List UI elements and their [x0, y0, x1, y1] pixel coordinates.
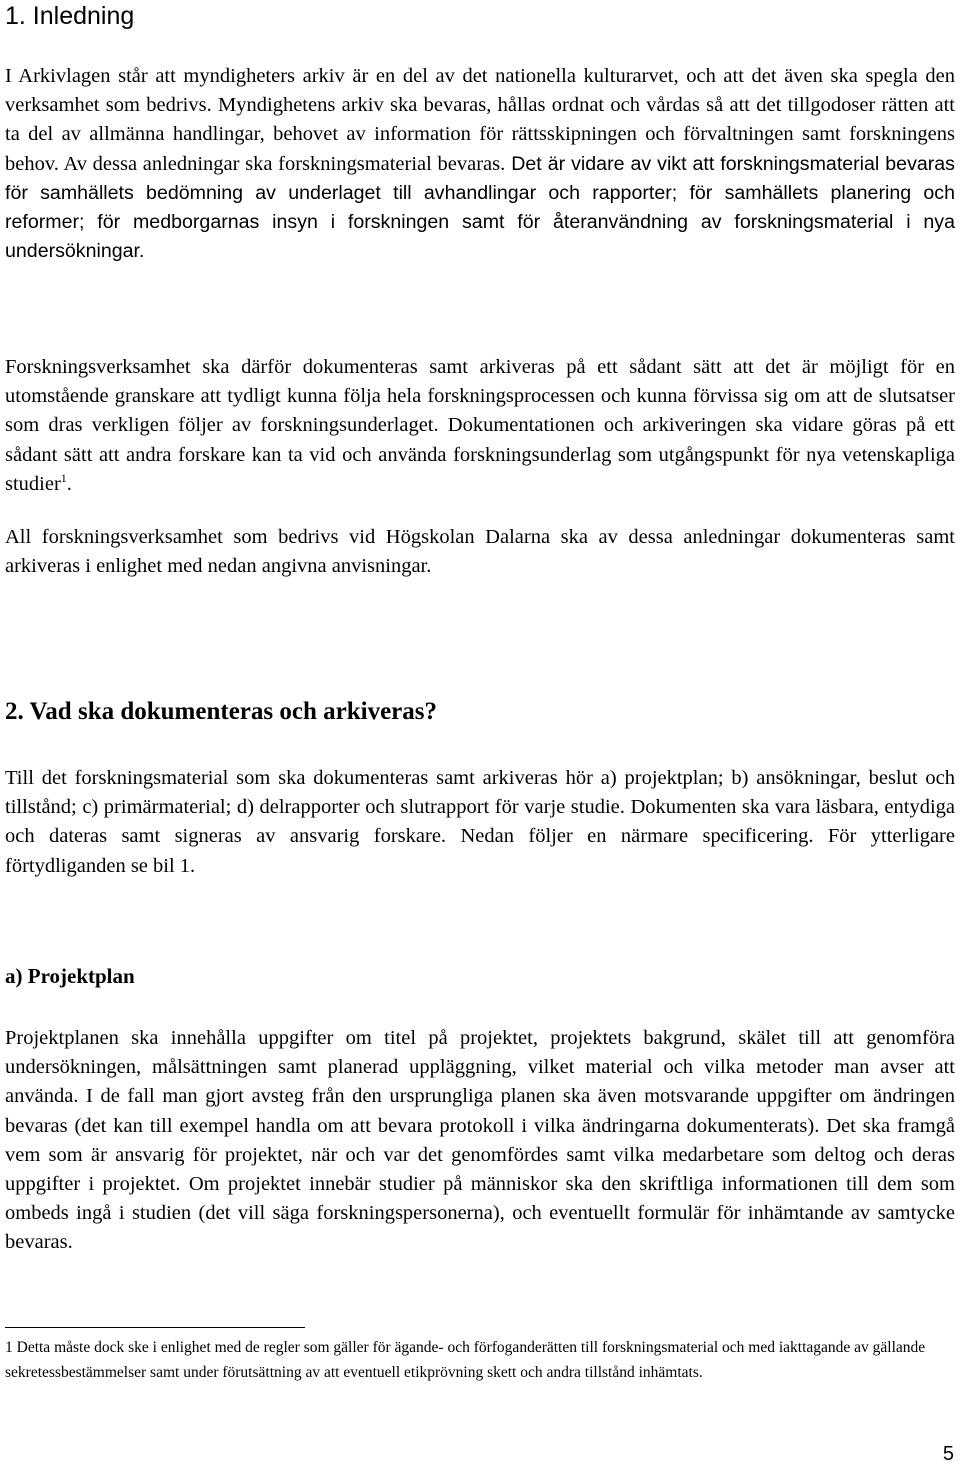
paragraph-text: Forskningsverksamhet ska därför dokumenteras samt arkiveras på ett sådant sätt att det är möjligt för en utomstående granskare att tydligt kunna följa hela forskningsprocessen och kunna förvissa sig om att de slutsatser som dras verkligen följer av forskningsunderlaget. Dokumentationen och arkiveringen ska vidare göras på ett sådant sätt att andra forskare kan ta vid och använda forskningsunderlag som utgångspunkt för nya vetenskapliga studier [5, 356, 955, 495]
paragraph-forskningsmaterial: Till det forskningsmaterial som ska dokumenteras samt arkiveras hör a) projektplan; b) ansökningar, beslut och tillstånd; c) primärmaterial; d) delrapporter och slutrapport för varje studie. Dokumenten ska vara läsbara, entydiga och dateras samt signeras av ansvarig forskare. Nedan följer en närmare specificering. För ytterligare förtydliganden se bil 1. [5, 767, 955, 877]
page-number: 5 [942, 1443, 954, 1465]
paragraph-text: I Arkivlagen står att myndigheters arkiv är en del av det nationella kulturarvet, och att det även ska spegla den verksamhet som bedrivs. [5, 65, 955, 117]
paragraph-text: Av dessa anledningar ska forskningsmaterial bevaras. [58, 152, 506, 175]
paragraph-hogskolan-dalarna: All forskningsverksamhet som bedrivs vid Högskolan Dalarna ska av dessa anledningar dokumenteras samt arkiveras i enlighet med nedan angivna anvisningar. [5, 526, 955, 578]
footnote-number: 1 [5, 1339, 13, 1356]
paragraph-text: Myndighetens arkiv ska bevaras, hållas ordnat och vårdas så att det tillgodoser rätten att ta del av allmänna handlingar, behovet av information för rättsskipningen och förvaltningen samt forskningens behov. [5, 94, 956, 175]
section-heading-inledning: 1. Inledning [5, 2, 135, 30]
footnote-reference[interactable]: 1 [60, 470, 67, 485]
section-heading-vad-ska-dokumenteras: 2. Vad ska dokumenteras och arkiveras? [5, 698, 437, 725]
subsection-heading-projektplan: a) Projektplan [5, 964, 135, 988]
paragraph-forskningsverksamhet [5, 353, 955, 499]
footnote [5, 1336, 945, 1385]
paragraph-text: Det är vidare av vikt att forskningsmaterial bevaras för samhällets bedömning av underlaget till avhandlingar och rapporter; för samhällets planering och reformer; för medborgarnas insyn i forskningen samt för återanvändning av forskningsmaterial i nya undersökningar. [5, 152, 955, 263]
footnote-text: Detta måste dock ske i enlighet med de regler som gäller för ägande- och förfoganderätten till forskningsmaterial och med iakttagande av gällande sekretessbestämmelser samt under förutsättning av att eventuell etikprövning skett och andra tillstånd inhämtats. [5, 1339, 926, 1381]
paragraph-projektplan: Projektplanen ska innehålla uppgifter om titel på projektet, projektets bakgrund, skälet till att genomföra undersökningen, målsättningen samt planerad uppläggning, vilket material och vilka metoder man avser att använda. I de fall man gjort avsteg från den ursprungliga planen ska även motsvarande uppgifter om ändringen bevaras (det kan till exempel handla om att bevara protokoll i vilka ändringarna dokumenterats). Det ska framgå vem som är ansvarig för projektet, när och var det genomfördes samt vilka medarbetare som deltog och deras uppgifter i projektet. Om projektet innebär studier på människor ska den skriftliga informationen till dem som ombeds ingå i studien (det vill säga forskningspersonerna), och eventuellt formulär för inhämtande av samtycke bevaras. [5, 1027, 955, 1254]
paragraph-text: . [66, 472, 72, 495]
footnote-divider [5, 1327, 305, 1328]
paragraph-arkivlagen [5, 62, 955, 266]
